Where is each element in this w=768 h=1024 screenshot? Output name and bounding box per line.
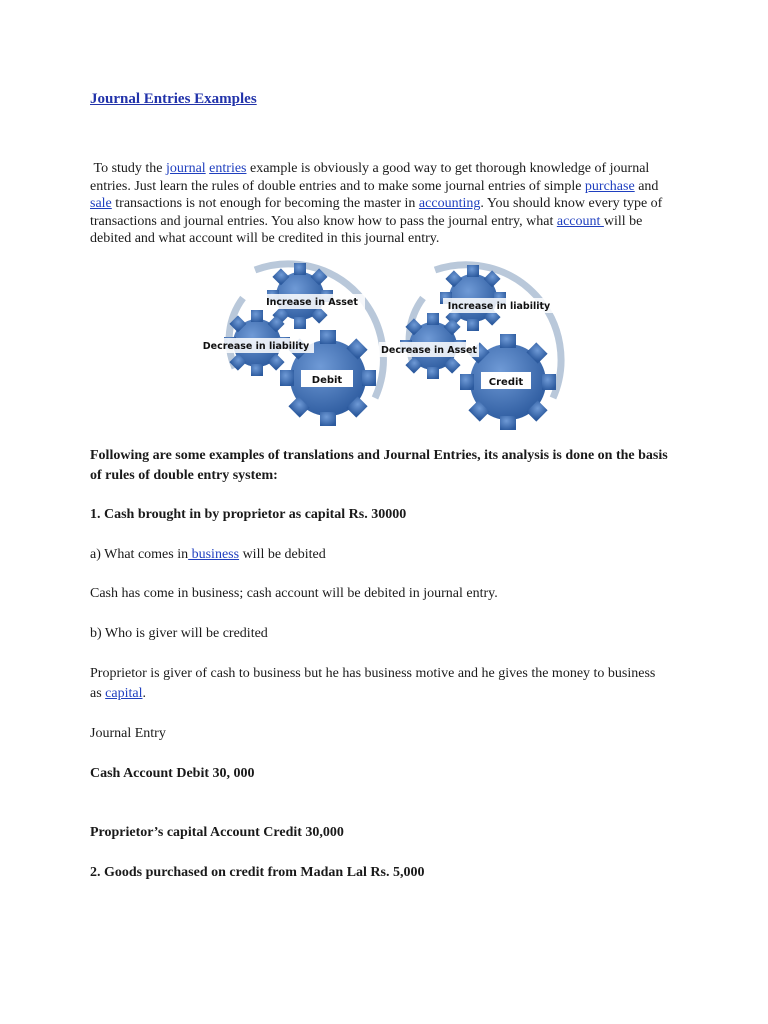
increase-in-asset-label: Increase in Asset [266, 297, 358, 308]
link-capital[interactable]: capital [105, 686, 143, 701]
answer-b [90, 664, 660, 704]
link-sale[interactable]: sale [90, 196, 112, 211]
decrease-in-asset-label: Decrease in Asset [381, 345, 477, 356]
credit-label: Credit [488, 377, 524, 388]
intro-text: will be debited and what account will be credited in this journal entry. [90, 213, 643, 246]
debit-credit-gear-diagram [195, 258, 565, 430]
intro-text: To study the [93, 161, 167, 176]
debit-entry-line: Cash Account Debit 30, 000 [90, 766, 255, 781]
debit-gear-group [198, 263, 383, 426]
question-a [90, 545, 690, 565]
link-accounting[interactable]: accounting [418, 196, 481, 211]
link-business[interactable]: business [188, 547, 240, 562]
link-journal[interactable]: journal [166, 161, 206, 176]
link-account[interactable]: account [556, 213, 604, 229]
decrease-in-liability-label: Decrease in liability [202, 341, 310, 352]
link-entries[interactable]: entries [209, 161, 247, 176]
intro-text: transactions is not enough for becoming the master in [111, 196, 419, 211]
intro-text: . You should know every type of transactions and journal entries. You also know how to pass the journal entry, what [90, 196, 663, 229]
intro-text: and [634, 178, 659, 194]
question-a-text: a) What comes in [90, 547, 189, 562]
intro-paragraph [90, 160, 680, 248]
debit-label: Debit [311, 375, 343, 386]
example-2-heading: 2. Goods purchased on credit from Madan Lal Rs. 5,000 [90, 865, 425, 880]
journal-entry-label: Journal Entry [90, 726, 166, 741]
increase-in-liability-label: Increase in liability [447, 301, 551, 312]
question-b: b) Who is giver will be credited [90, 626, 268, 641]
question-a-text: will be debited [239, 547, 326, 562]
example-1-heading: 1. Cash brought in by proprietor as capital Rs. 30000 [90, 507, 407, 522]
credit-entry-line: Proprietor’s capital Account Credit 30,000 [90, 825, 344, 840]
answer-a: Cash has come in business; cash account will be debited in journal entry. [90, 586, 498, 601]
link-purchase[interactable]: purchase [584, 178, 635, 194]
page-title[interactable]: Journal Entries Examples [90, 91, 257, 107]
answer-b-text: . [142, 686, 146, 701]
examples-intro: Following are some examples of translations and Journal Entries, its analysis is done on the basis of rules of double entry system: [90, 448, 668, 483]
answer-b-text: Proprietor is giver of cash to business but he has business motive and he gives the money to business as [90, 666, 656, 701]
credit-gear-group [379, 265, 561, 430]
intro-text: example is obviously a good way to get thorough knowledge of journal entries. Just learn the rules of double entries and to make some journal entries of simple [90, 161, 650, 194]
